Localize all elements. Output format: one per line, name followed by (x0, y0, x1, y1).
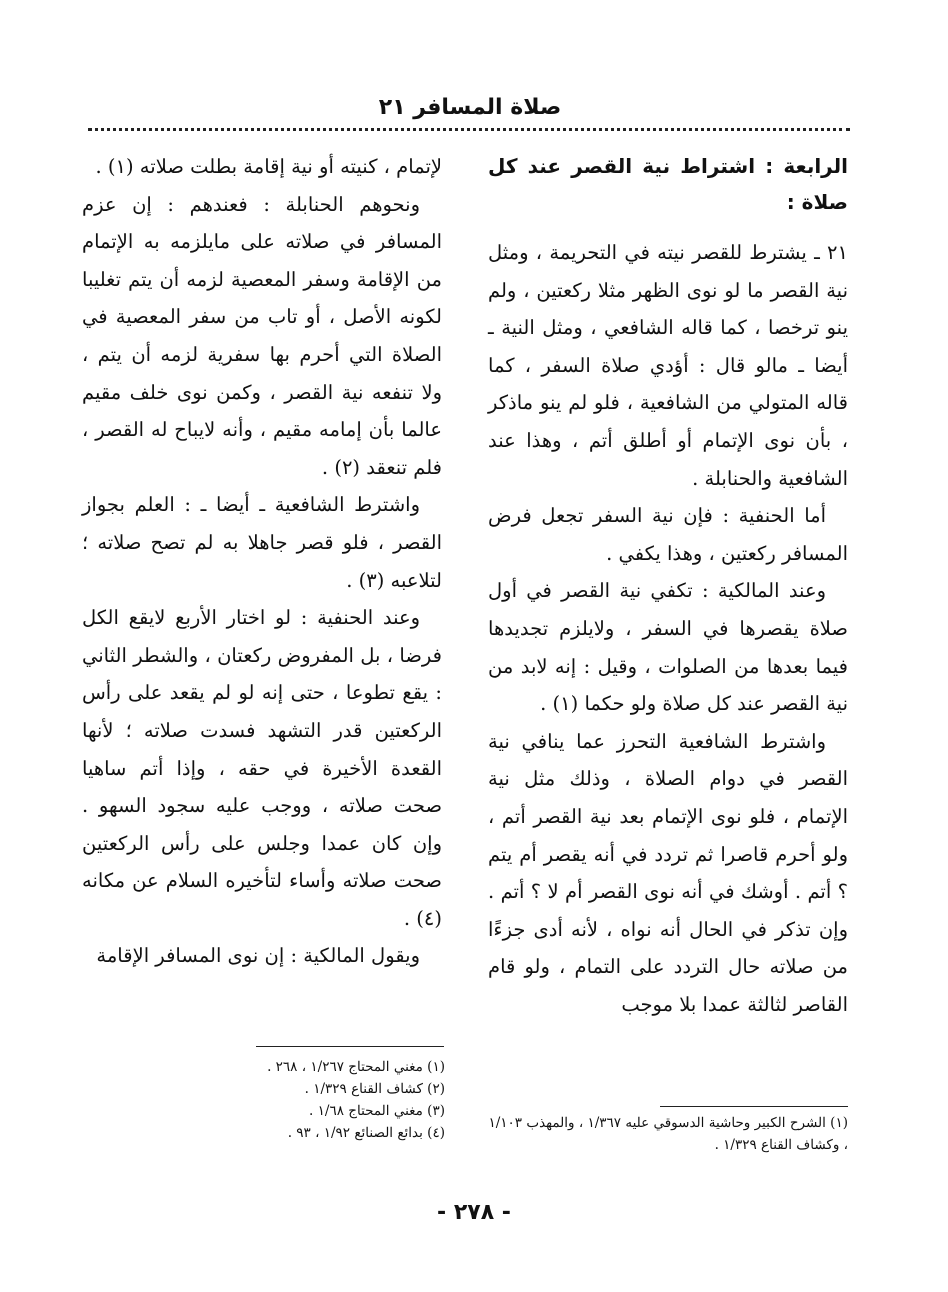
paragraph: ونحوهم الحنابلة : فعندهم : إن عزم المسافر في صلاته على مايلزمه به الإتمام من الإقامة وسفر المعصية لزمه أن يتم تغليبا لكونه الأصل ، أو تاب من سفر المعصية في الصلاة التي أحرم بها سفرية لزمه أن يتم ، ولا تنفعه نية القصر ، وكمن نوى خلف مقيم عالما بأن إمامه مقيم ، وأنه لايباح له القصر ، فلم تنعقد (٢) . (82, 192, 442, 479)
paragraph: وعند المالكية : تكفي نية القصر في أول صلاة يقصرها في السفر ، ولايلزم تجديدها فيما بعدها من الصلوات ، وقيل : إنه لابد من نية القصر عند كل صلاة ولو حكما (١) . (488, 579, 848, 716)
footnote-separator (256, 1046, 444, 1047)
paragraph: واشترط الشافعية ـ أيضا ـ : العلم بجواز القصر ، فلو قصر جاهلا به لم تصح صلاته ؛ لتلاعبه (٣) . (82, 493, 442, 592)
footnote: (١) الشرح الكبير وحاشية الدسوقي عليه ١/٣٦٧ ، والمهذب ١/١٠٣ ، وكشاف القناع ١/٣٢٩ . (488, 1115, 848, 1153)
paragraph: لإتمام ، كنيته أو نية إقامة بطلت صلاته (١) . (95, 155, 442, 178)
paragraph: أما الحنفية : فإن نية السفر تجعل فرض المسافر ركعتين ، وهذا يكفي . (488, 504, 848, 565)
paragraph: وعند الحنفية : لو اختار الأربع لايقع الكل فرضا ، بل المفروض ركعتان ، والشطر الثاني : يقع تطوعا ، حتى إنه لو لم يقعد على رأس الركعتين قدر التشهد فسدت صلاته ؛ لأنها القعدة الأخيرة في حقه ، وإذا أتم ساهيا صحت صلاته ، ووجب عليه سجود السهو . وإن كان عمدا وجلس على رأس الركعتين صحت صلاته وأساء لتأخيره السلام عن مكانه (٤) . (82, 606, 442, 930)
header-dotted-rule (88, 128, 850, 131)
footnote: (٢) كشاف القناع ١/٣٢٩ . (304, 1081, 445, 1097)
running-header: صلاة المسافر ٢١ (378, 95, 562, 120)
footnote: (٣) مغني المحتاج ١/٦٨ . (309, 1103, 445, 1119)
section-heading: الرابعة : اشتراط نية القصر عند كل صلاة : (488, 154, 848, 214)
left-column (82, 148, 442, 975)
footnote: (١) مغني المحتاج ١/٢٦٧ ، ٢٦٨ . (267, 1059, 445, 1075)
footnote-separator (660, 1106, 848, 1107)
footnotes-right (488, 1112, 848, 1156)
footnote: (٤) بدائع الصنائع ١/٩٢ ، ٩٣ . (287, 1125, 445, 1141)
paragraph: واشترط الشافعية التحرز عما ينافي نية القصر في دوام الصلاة ، وذلك مثل نية الإتمام ، فلو نوى الإتمام بعد نية القصر أتم ، ولو أحرم قاصرا ثم تردد في أنه يقصر أم يتم ؟ أتم . أوشك في أنه نوى القصر أم لا ؟ أتم . وإن تذكر في الحال أنه نواه ، لأنه أدى جزءًا من صلاته حال التردد على التمام ، ولو قام القاصر لثالثة عمدا بلا موجب (488, 729, 848, 1016)
page-number: - ٢٧٨ - (437, 1200, 511, 1225)
footnotes-left (200, 1056, 445, 1144)
paragraph: ٢١ ـ يشترط للقصر نيته في التحريمة ، ومثل نية القصر ما لو نوى الظهر مثلا ركعتين ، ولم ينو ترخصا ، كما قاله الشافعي ، ومثل النية ـ أيضا ـ مالو قال : أؤدي صلاة السفر ، كما قاله المتولي من الشافعية ، فلو لم ينو ماذكر ، بأن نوى الإتمام أو أطلق أتم ، وهذا عند الشافعية والحنابلة . (488, 241, 848, 490)
right-column (488, 148, 848, 1023)
paragraph: ويقول المالكية : إن نوى المسافر الإقامة (96, 944, 420, 968)
